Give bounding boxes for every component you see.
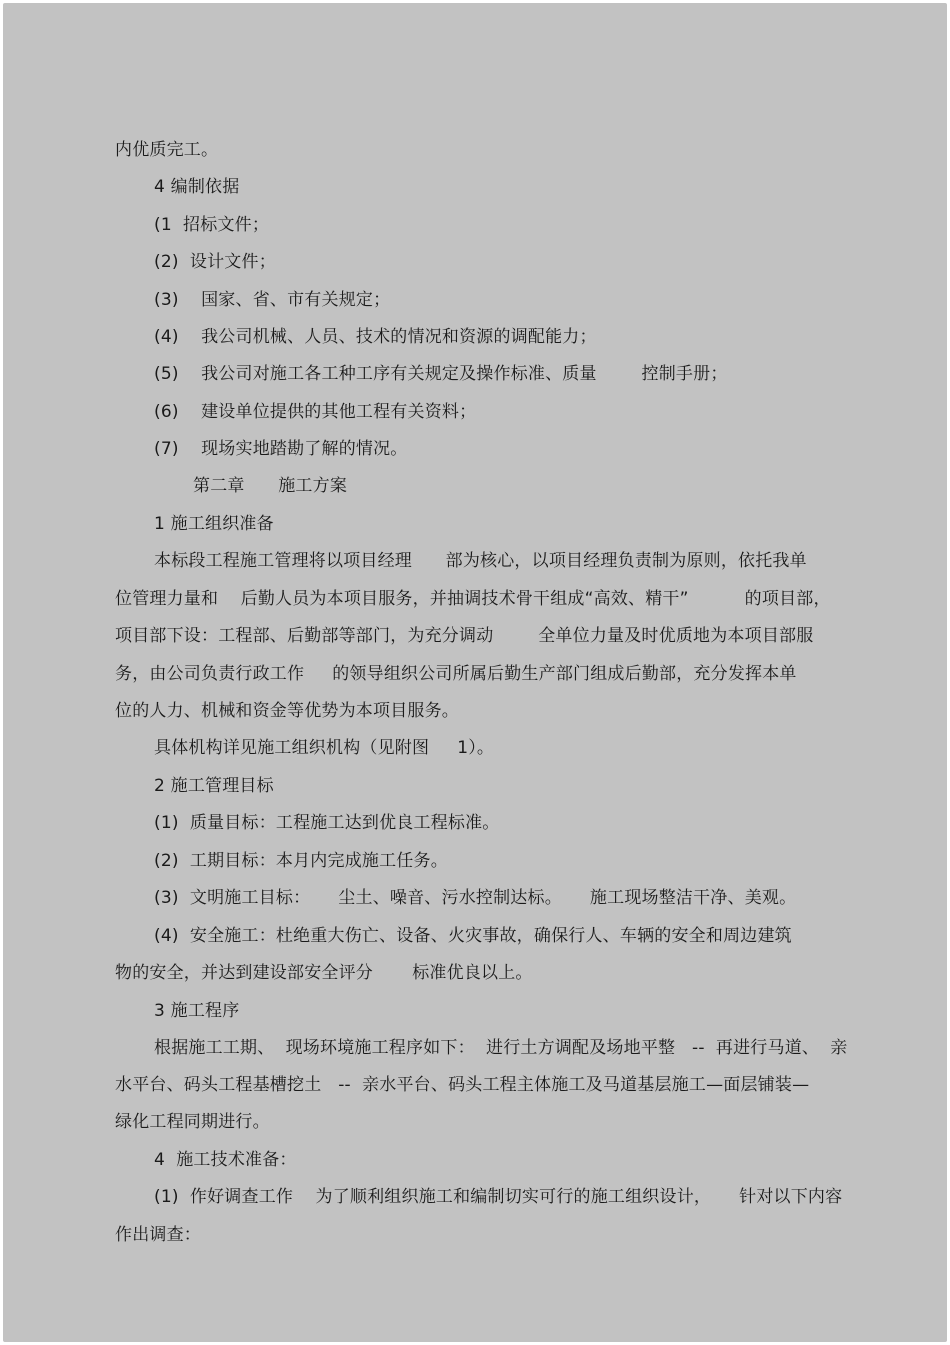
text-line: 水平台、码头工程基槽挖土 -- 亲水平台、码头工程主体施工及马道基层施工—面层铺装— (115, 1075, 810, 1095)
list-item: (6) 建设单位提供的其他工程有关资料； (154, 402, 477, 422)
text-line: 位管理力量和 后勤人员为本项目服务，并抽调技术骨干组成“高效、精干” 的项目部， (115, 589, 831, 609)
section-heading: 2 施工管理目标 (154, 776, 274, 796)
list-item: (4) 我公司机械、人员、技术的情况和资源的调配能力； (154, 327, 597, 347)
list-item: (1) 作好调查工作 为了顺利组织施工和编制切实可行的施工组织设计， 针对以下内容 (154, 1187, 843, 1207)
list-item: (5) 我公司对施工各工种工序有关规定及操作标准、质量 控制手册； (154, 364, 728, 384)
text-line: 本标段工程施工管理将以项目经理 部为核心，以项目经理负责制为原则，依托我单 (154, 551, 807, 571)
chapter-heading: 第二章 施工方案 (193, 476, 348, 496)
text-line: 作出调查： (115, 1225, 201, 1245)
list-item: (1 招标文件； (154, 215, 270, 235)
text-line: 物的安全，并达到建设部安全评分 标准优良以上。 (115, 963, 533, 983)
list-item: (2) 工期目标：本月内完成施工任务。 (154, 851, 448, 871)
text-line: 务，由公司负责行政工作 的领导组织公司所属后勤生产部门组成后勤部，充分发挥本单 (115, 664, 797, 684)
section-heading: 3 施工程序 (154, 1001, 240, 1021)
text-line: 项目部下设：工程部、后勤部等部门，为充分调动 全单位力量及时优质地为本项目部服 (115, 626, 814, 646)
list-item: (1) 质量目标：工程施工达到优良工程标准。 (154, 813, 500, 833)
text-line: 具体机构详见施工组织机构（见附图 1）。 (154, 738, 495, 758)
section-heading: 4 施工技术准备： (154, 1150, 297, 1170)
list-item: (3) 国家、省、市有关规定； (154, 290, 391, 310)
section-heading: 4 编制依据 (154, 177, 240, 197)
text-line: 内优质完工。 (115, 140, 219, 160)
text-line: 位的人力、机械和资金等优势为本项目服务。 (115, 701, 459, 721)
list-item: (2) 设计文件； (154, 252, 276, 272)
list-item: (7) 现场实地踏勘了解的情况。 (154, 439, 408, 459)
list-item: (3) 文明施工目标： 尘土、噪音、污水控制达标。 施工现场整洁干净、美观。 (154, 888, 797, 908)
text-line: 根据施工工期、 现场环境施工程序如下： 进行土方调配及场地平整 -- 再进行马道、 亲 (154, 1038, 848, 1058)
section-heading: 1 施工组织准备 (154, 514, 274, 534)
list-item: (4) 安全施工：杜绝重大伤亡、设备、火灾事故，确保行人、车辆的安全和周边建筑 (154, 926, 792, 946)
document-page (3, 3, 947, 1342)
text-line: 绿化工程同期进行。 (115, 1112, 270, 1132)
